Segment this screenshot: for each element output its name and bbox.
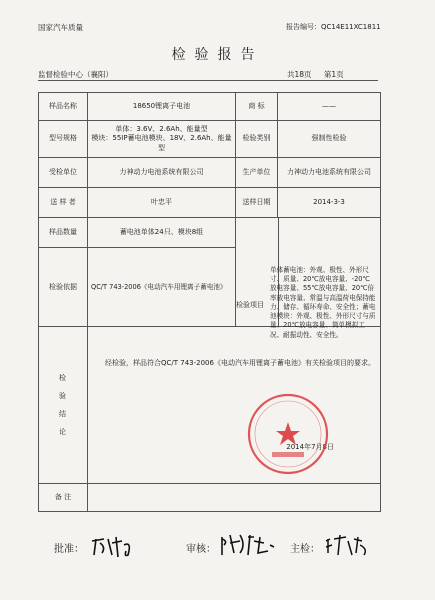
value-remarks [88, 483, 381, 511]
page-info: 共18页 第1页 [287, 70, 344, 79]
value-quantity: 蓄电池单体24只、模块8组 [88, 218, 236, 248]
approve-label: 批准： [54, 544, 84, 555]
main-inspector-signature-scribble [324, 533, 372, 557]
value-basis: QC/T 743-2006《电动汽车用锂离子蓄电池》 [88, 248, 236, 327]
value-trademark: —— [278, 93, 381, 121]
label-client: 受检单位 [39, 157, 88, 187]
row-quantity [39, 218, 381, 248]
conclusion-date: 2014年7月8日 [286, 443, 334, 452]
value-manufacturer: 力神动力电池系统有限公司 [278, 157, 381, 187]
label-basis: 检验依据 [39, 248, 88, 327]
label-sample-name: 样品名称 [39, 93, 88, 121]
value-sample-name: 18650锂离子电池 [88, 93, 236, 121]
label-inspection-items-text: 检验项目 [236, 301, 264, 309]
value-inspection-type: 强制性检验 [278, 121, 381, 157]
header-rule [38, 80, 378, 81]
model-line1: 单体：3.6V、2.6Ah、能量型 [115, 124, 208, 133]
review-signature-scribble [220, 531, 276, 559]
page-title: 检验报告 [171, 47, 264, 63]
label-sender: 送 样 者 [39, 187, 88, 217]
conclusion-text: 经检验，样品符合QC/T 743-2006《电动汽车用锂离子蓄电池》有关检验项目的要求。 [105, 359, 375, 368]
row-client [39, 157, 381, 187]
row-model [39, 121, 381, 157]
value-client: 力神动力电池系统有限公司 [88, 157, 236, 187]
official-stamp [246, 392, 330, 476]
inspection-center: 监督检验中心（襄阳） [38, 70, 113, 79]
row-sender [39, 187, 381, 217]
label-send-date: 送样日期 [236, 187, 278, 217]
label-remarks: 备 注 [39, 483, 88, 511]
value-send-date: 2014-3-3 [278, 187, 381, 217]
label-conclusion: 检验结论 [39, 327, 88, 483]
row-remarks [39, 483, 381, 511]
row-sample-name [39, 93, 381, 121]
approve-signature-scribble [90, 533, 136, 559]
header-org: 国家汽车质量 [38, 23, 83, 32]
value-conclusion [88, 327, 381, 483]
label-manufacturer: 生产单位 [236, 157, 278, 187]
label-trademark: 商 标 [236, 93, 278, 121]
model-line2: 模块：55IP蓄电池模块、18V、2.6Ah、能量型 [91, 134, 232, 152]
label-quantity: 样品数量 [39, 218, 88, 248]
review-label: 审核： [186, 544, 216, 555]
inspection-items-text: 单体蓄电池：外观、极性、外形尺寸、质量、20℃放电容量、-20℃放电容量、55℃放电容量、20℃倍率放电容量、常温与高温荷电保持能力、储存、循环寿命、安全性；蓄电池模块：外观、极性、外形尺寸与质量、20℃放电容量、简单模拟工况、耐振动性、安全性。 [270, 266, 376, 339]
main-inspector-label: 主检： [290, 544, 320, 555]
label-inspection-type: 检验类别 [236, 121, 278, 157]
label-model: 型号规格 [39, 121, 88, 157]
value-model [88, 121, 236, 157]
report-number: 报告编号：QC14E11XC1811 [286, 23, 381, 31]
value-sender: 叶忠平 [88, 187, 236, 217]
